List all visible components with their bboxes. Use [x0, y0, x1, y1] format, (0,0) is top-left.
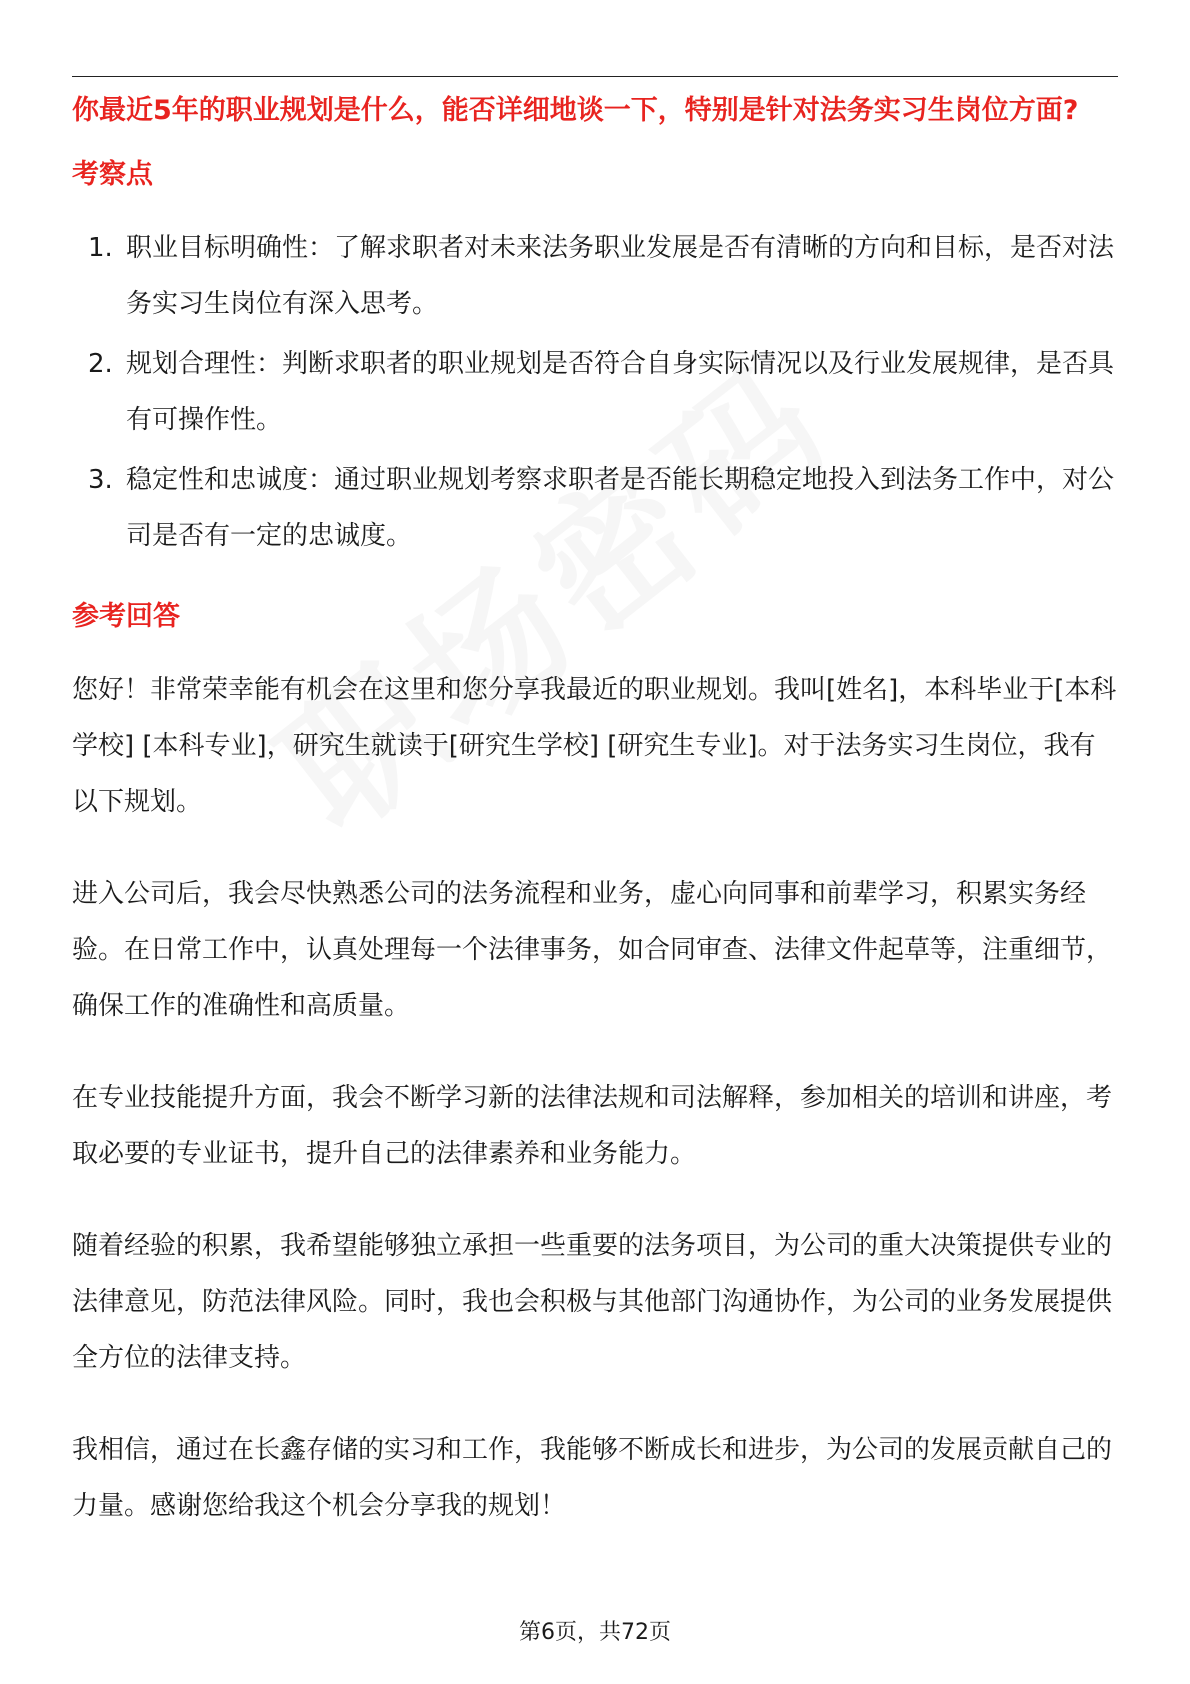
top-rule — [72, 76, 1118, 77]
kaocha-list — [72, 220, 1118, 564]
list-item — [72, 336, 1118, 448]
list-item-number: 3. — [88, 465, 113, 495]
answer-paragraph: 您好！非常荣幸能有机会在这里和您分享我最近的职业规划。我叫[姓名]，本科毕业于[本科学校] [本科专业]，研究生就读于[研究生学校] [研究生专业]。对于法务实习生岗位，我有以下规划。 — [72, 675, 1117, 817]
list-item-text: 稳定性和忠诚度：通过职业规划考察求职者是否能长期稳定地投入到法务工作中，对公司是否有一定的忠诚度。 — [126, 465, 1115, 551]
section-heading-answer: 参考回答 — [72, 601, 180, 632]
list-item — [72, 452, 1118, 564]
answer-paragraph: 进入公司后，我会尽快熟悉公司的法务流程和业务，虚心向同事和前辈学习，积累实务经验。在日常工作中，认真处理每一个法律事务，如合同审查、法律文件起草等，注重细节，确保工作的准确性和高质量。 — [72, 879, 1113, 1021]
answer-paragraph: 随着经验的积累，我希望能够独立承担一些重要的法务项目，为公司的重大决策提供专业的法律意见，防范法律风险。同时，我也会积极与其他部门沟通协作，为公司的业务发展提供全方位的法律支持。 — [72, 1231, 1113, 1373]
page-content — [72, 92, 1118, 1570]
list-item-number: 1. — [88, 233, 113, 263]
list-item-text: 规划合理性：判断求职者的职业规划是否符合自身实际情况以及行业发展规律，是否具有可操作性。 — [126, 349, 1115, 435]
list-item — [72, 220, 1118, 332]
list-item-number: 2. — [88, 349, 113, 379]
page-footer: 第6页，共72页 — [519, 1620, 671, 1645]
answer-paragraph: 在专业技能提升方面，我会不断学习新的法律法规和司法解释，参加相关的培训和讲座，考取必要的专业证书，提升自己的法律素养和业务能力。 — [72, 1083, 1113, 1169]
answer-paragraph: 我相信，通过在长鑫存储的实习和工作，我能够不断成长和进步，为公司的发展贡献自己的力量。感谢您给我这个机会分享我的规划！ — [72, 1435, 1113, 1521]
list-item-text: 职业目标明确性：了解求职者对未来法务职业发展是否有清晰的方向和目标，是否对法务实习生岗位有深入思考。 — [126, 233, 1115, 319]
question-title: 你最近5年的职业规划是什么，能否详细地谈一下，特别是针对法务实习生岗位方面? — [72, 95, 1079, 126]
section-heading-kaocha: 考察点 — [72, 159, 153, 190]
